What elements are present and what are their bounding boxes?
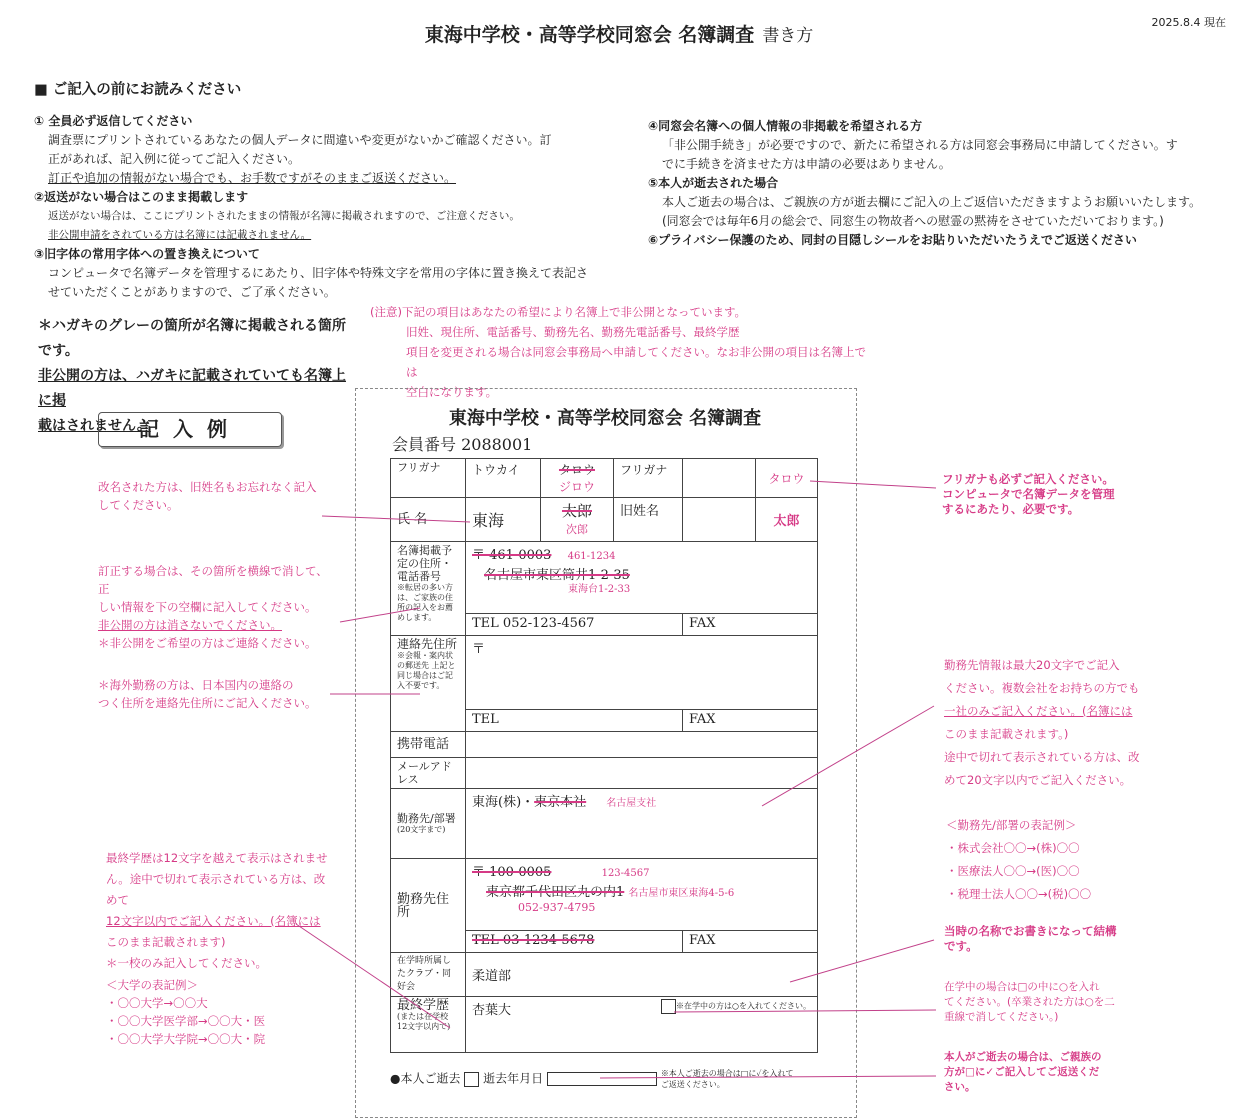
work-address-old: 東京都千代田区丸の内1 — [486, 885, 625, 900]
work-value: 東海(株)・ — [472, 795, 535, 810]
furigana-last: トウカイ — [466, 459, 541, 498]
work-zip-new: 123-4567 — [601, 868, 650, 879]
old-furigana-label: フリガナ — [614, 459, 683, 498]
member-number: 会員番号 2088001 — [392, 435, 533, 454]
furigana-label: フリガナ — [391, 459, 466, 498]
work-address-label: 勤務先住所 — [391, 859, 466, 953]
work-tel-new: 052-937-4795 — [518, 901, 596, 914]
work-note: (20文字まで) — [397, 825, 446, 834]
intro-heading: ■ ご記入の前にお読みください — [34, 82, 242, 98]
mobile-label: 携帯電話 — [391, 732, 466, 758]
work-new: 名古屋支社 — [606, 798, 657, 809]
work-old: 東京本社 — [534, 795, 587, 810]
deceased-annotation: 本人がご逝去の場合は、ご親族の 方が□に✓ご記入してご返送くだ さい。 — [944, 1051, 1102, 1093]
gray-note: ＊ハガキのグレーの箇所が名簿に掲載される箇所です。 非公開の方は、ハガキに記載されていても名簿上に掲 載はされません。 — [38, 318, 346, 434]
old-name: 太郎 — [756, 498, 818, 542]
name-first-old: 太郎 — [561, 502, 592, 520]
old-name-label: 旧姓名 — [614, 498, 683, 542]
zip-new: 461-1234 — [567, 551, 616, 562]
work-fax: FAX — [683, 931, 818, 953]
work-examples: ＜勤務先/部署の表記例＞ ・株式会社〇〇→(株)〇〇 ・医療法人〇〇→(医)〇〇 ・税理士法人〇〇→(税)〇〇 — [946, 818, 1092, 901]
edu-label: 最終学歴 — [397, 998, 450, 1013]
edu-note: (または在学校 12文字以内で) — [397, 1012, 451, 1031]
address-note: ※転居の多い方は、ご家族の住所の記入をお薦めします。 — [397, 583, 453, 622]
furigana-first-new: ジロウ — [558, 480, 595, 494]
item-heading: ③旧字体の常用字体への置き換えについて — [34, 247, 260, 261]
work-address-new: 名古屋市東区東海4-5-6 — [628, 888, 735, 899]
edu-annotation: 最終学歴は12文字を越えて表示はされませ ん。途中で切れて表示されている方は、改めて 12文字以内でご記入ください。(名簿には このまま記載されます) ＊一校のみ記入してください。 — [106, 851, 328, 970]
club-value: 柔道部 — [466, 953, 818, 997]
tel-value: TEL 052-123-4567 — [466, 614, 683, 636]
address-old: 名古屋市東区筒井1-2-35 — [484, 568, 630, 583]
name-first-new: 次郎 — [566, 523, 588, 536]
rename-annotation: 改名された方は、旧姓名もお忘れなく記入 してください。 — [98, 480, 317, 512]
overseas-annotation: ＊海外勤務の方は、日本国内の連絡の つく住所を連絡先住所にご記入ください。 — [98, 678, 317, 710]
correct-annotation: 訂正する場合は、その箇所を横線で消して、正 しい情報を下の空欄に記入してください。 非公開の方は消さないでください。 ＊非公開をご希望の方はご連絡ください。 — [98, 564, 328, 650]
uni-examples: ＜大学の表記例＞ ・〇〇大学→〇〇大 ・〇〇大学医学部→〇〇大・医 ・〇〇大学大学院→〇〇大・院 — [106, 978, 266, 1046]
date-label: 2025.8.4 現在 — [1151, 16, 1226, 29]
work-zip-old: 〒 100-0005 — [472, 865, 552, 880]
contact-tel: TEL — [466, 710, 683, 732]
deceased-note: ※本人ご逝去の場合は□に✓を入れてご返送ください。 — [660, 1069, 794, 1089]
contact-label: 連絡先住所 — [397, 637, 458, 651]
work-tel-old: TEL 03-1234-5678 — [466, 931, 683, 953]
club-annotation: 当時の名称でお書きになって結構 です。 — [944, 924, 1117, 953]
item-heading: ① 全員必ず返信してください — [34, 114, 193, 128]
furigana-first-old: タロウ — [558, 463, 595, 477]
work-label: 勤務先/部署 — [397, 812, 456, 825]
address-label: 名簿掲載予定の住所・電話番号 — [397, 544, 452, 583]
enrolled-note: ※在学中の方は○を入れてください。 — [676, 1001, 811, 1011]
survey-form — [390, 458, 818, 1053]
edu-value: 杏葉大 — [472, 1003, 512, 1018]
contact-fax: FAX — [683, 710, 818, 732]
intro-right: ④同窓会名簿への個人情報の非掲載を希望される方 「非公開手続き」が必要ですので、新たに希望される方は同窓会事務局に申請してください。す でに手続きを済ませた方は申請の必要はありません。 ⑤本人が逝去された場合 本人ご逝去の場合は、ご親族の方が逝去欄にご記入の上ご返信いただきますようお願いいたします。 (同窓会では毎年6月の総会で、同窓生の物故者への慰霊の黙祷をさせていただいております。) ⑥プライバシー保護のため、同封の目隠しシールをお貼りいただいたうえでご返送ください — [648, 119, 1202, 247]
name-last: 東海 — [466, 498, 541, 542]
deceased-row — [390, 1068, 801, 1090]
club-label: 在学時所属したクラブ・同好会 — [391, 953, 466, 997]
deceased-label: ●本人ご逝去 — [390, 1071, 461, 1086]
item-heading: ②返送がない場合はこのまま掲載します — [34, 190, 249, 204]
contact-zip: 〒 — [466, 636, 818, 710]
work-annotation: 勤務先情報は最大20文字でご記入 ください。複数会社をお持ちの方でも 一社のみご記入ください。(名簿には このまま記載されます。) 途中で切れて表示されている方は、改 めて20文字以内でご記入ください。 — [944, 658, 1140, 787]
contact-note: ※会報・案内状の郵送先 上記と同じ場合はご記入不要です。 — [397, 651, 456, 690]
address-new: 東海台1-2-33 — [568, 584, 631, 595]
intro-left: ① 全員必ず返信してください 調査票にプリントされているあなたの個人データに間違いや変更がないかご確認ください。訂 正があれば、記入例に従ってご記入ください。 訂正や追加の情報がない場合でも、お手数ですがそのままご返送ください。 ②返送がない場合はこのまま掲載します 返送がない場合は、ここにプリントされたままの情報が名簿に掲載されますので、ご注意ください。 非公開申請をされている方は名簿には記載されません。 ③旧字体の常用字体への置き換えについて コンピュータで名簿データを管理するにあたり、旧字体や特殊文字を常用の字体に置き換えて表記さ せていただくことがありますので、ご了承ください。 — [34, 112, 594, 302]
deceased-date-field[interactable] — [547, 1072, 657, 1086]
fax-label: FAX — [683, 614, 818, 636]
deceased-date-label: 逝去年月日 — [483, 1071, 544, 1086]
name-label: 氏 名 — [391, 498, 466, 542]
form-title: 東海中学校・高等学校同窓会 名簿調査 — [448, 408, 762, 429]
zip-old: 〒 461-0003 — [472, 548, 552, 563]
email-label: メールアドレス — [391, 758, 466, 789]
furigana-annotation: フリガナも必ずご記入ください。 コンピュータで名簿データを管理 するにあたり、必要です。 — [942, 472, 1115, 516]
caution-note: (注意)下記の項目はあなたの希望により名簿上で非公開となっています。 旧姓、現住所、電話番号、勤務先名、勤務先電話番号、最終学歴 項目を変更される場合は同窓会事務局へ申請してください。なお非公開の項目は名簿上では 空白になります。 — [370, 305, 866, 399]
enrolled-checkbox[interactable] — [661, 999, 676, 1014]
page-title: 東海中学校・高等学校同窓会 名簿調査 書き方 — [424, 24, 814, 46]
enrolled-annotation: 在学中の場合は□の中に○を入れ てください。(卒業された方は○を二 重線で消してください。) — [944, 981, 1115, 1023]
example-label: 記入例 — [98, 412, 282, 447]
deceased-checkbox[interactable] — [464, 1072, 479, 1087]
old-furigana: タロウ — [756, 459, 818, 498]
